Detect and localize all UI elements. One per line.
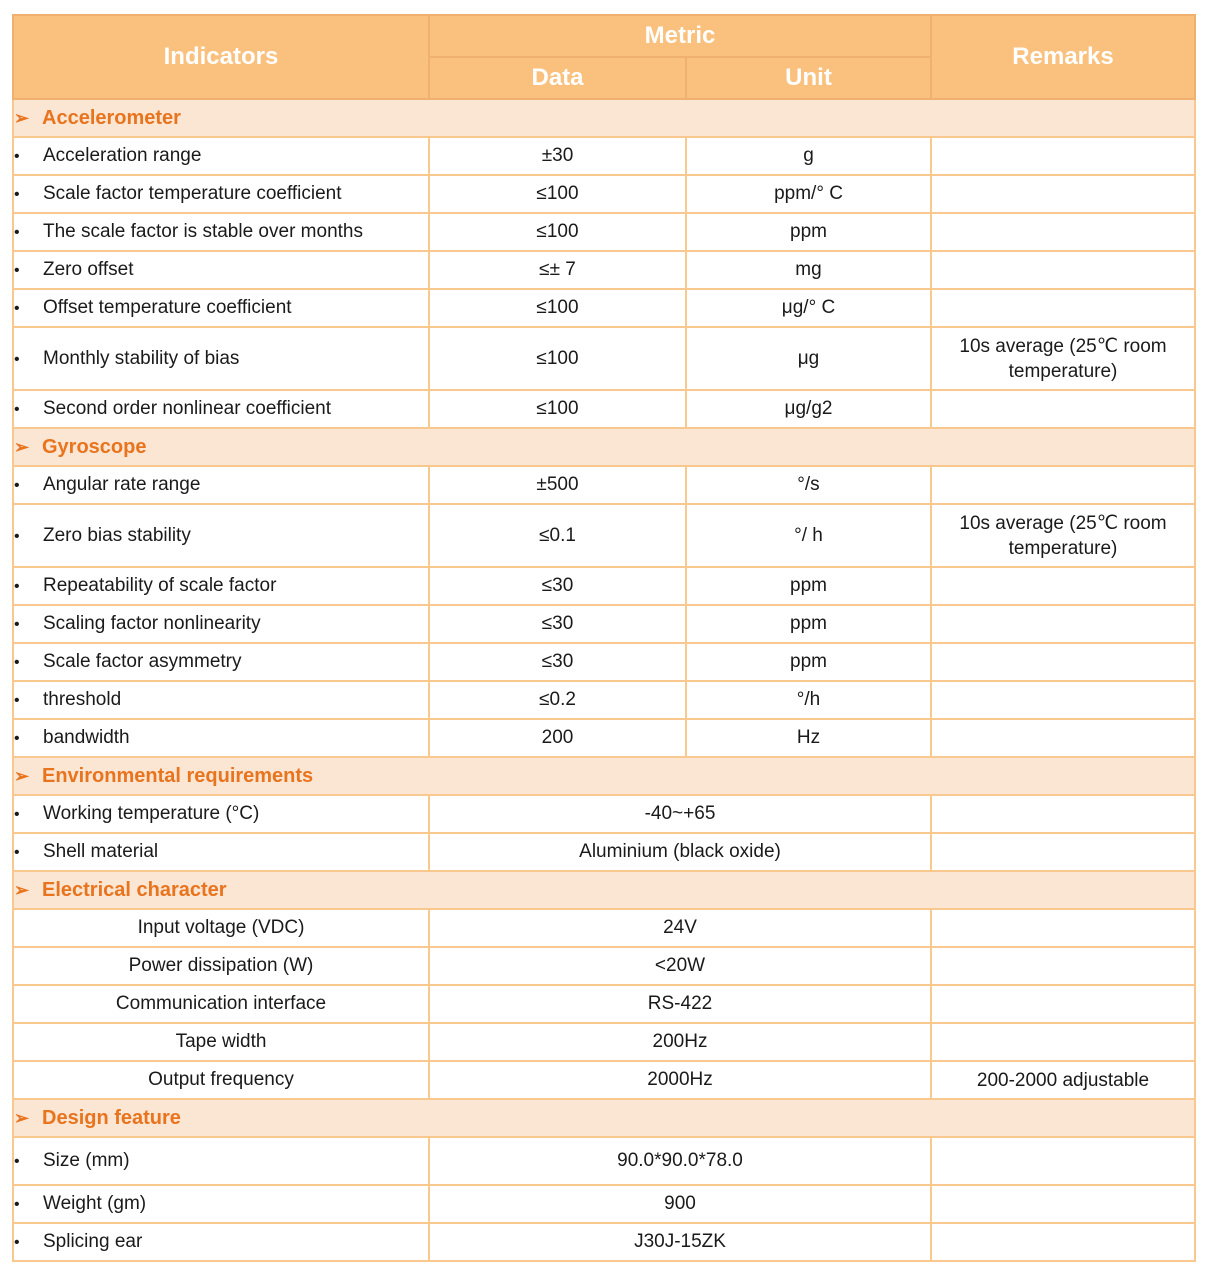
data-cell: ≤0.2: [429, 681, 686, 719]
unit-cell: mg: [686, 251, 931, 289]
table-row: [13, 1137, 1195, 1185]
table-row: [13, 681, 1195, 719]
indicator-label: The scale factor is stable over months: [43, 221, 363, 242]
indicator-label: Splicing ear: [43, 1231, 143, 1252]
indicator-label: Input voltage (VDC): [13, 909, 429, 947]
data-cell: ≤30: [429, 643, 686, 681]
value-cell: 200Hz: [429, 1023, 931, 1061]
remarks-cell: [931, 909, 1195, 947]
table-row: [13, 833, 1195, 871]
bullet-icon: •: [14, 730, 20, 747]
data-cell: ≤30: [429, 567, 686, 605]
data-cell: ≤100: [429, 289, 686, 327]
indicator-label: Working temperature (°C): [43, 803, 260, 824]
value-cell: 900: [429, 1185, 931, 1223]
remarks-cell: [931, 681, 1195, 719]
remarks-cell: 10s average (25℃ room temperature): [931, 504, 1195, 567]
table-row: [13, 175, 1195, 213]
unit-cell: μg: [686, 327, 931, 390]
bullet-icon: •: [14, 401, 20, 418]
table-row: [13, 985, 1195, 1023]
spec-table: [12, 14, 1196, 1262]
remarks-cell: [931, 1137, 1195, 1185]
unit-cell: g: [686, 137, 931, 175]
header-row: [13, 15, 1195, 57]
remarks-cell: 10s average (25℃ room temperature): [931, 327, 1195, 390]
table-row: [13, 1185, 1195, 1223]
section-title: Environmental requirements: [42, 764, 314, 787]
indicator-label: bandwidth: [43, 727, 130, 748]
bullet-icon: •: [14, 1234, 20, 1251]
bullet-icon: •: [14, 844, 20, 861]
table-row: [13, 327, 1195, 390]
table-row: [13, 605, 1195, 643]
section-title: Design feature: [42, 1106, 181, 1129]
remarks-cell: [931, 719, 1195, 757]
bullet-icon: •: [14, 224, 20, 241]
table-row: [13, 719, 1195, 757]
section-gyroscope: [13, 428, 1195, 466]
indicator-label: Shell material: [43, 841, 159, 862]
unit-cell: °/ h: [686, 504, 931, 567]
remarks-cell: [931, 643, 1195, 681]
bullet-icon: •: [14, 477, 20, 494]
remarks-cell: [931, 466, 1195, 504]
indicator-label: Communication interface: [13, 985, 429, 1023]
section-title: Gyroscope: [42, 435, 147, 458]
remarks-cell: [931, 1223, 1195, 1261]
remarks-cell: [931, 390, 1195, 428]
unit-header: Unit: [686, 57, 931, 99]
value-cell: J30J-15ZK: [429, 1223, 931, 1261]
indicator-label: Acceleration range: [43, 145, 202, 166]
indicator-label: Monthly stability of bias: [43, 347, 240, 369]
unit-cell: °/h: [686, 681, 931, 719]
bullet-icon: •: [14, 186, 20, 203]
table-row: [13, 567, 1195, 605]
section-environmental: [13, 757, 1195, 795]
indicator-label: Scaling factor nonlinearity: [43, 613, 261, 634]
data-cell: 200: [429, 719, 686, 757]
unit-cell: ppm: [686, 213, 931, 251]
remarks-cell: [931, 213, 1195, 251]
data-cell: ±500: [429, 466, 686, 504]
remarks-cell: [931, 1185, 1195, 1223]
data-cell: ≤0.1: [429, 504, 686, 567]
unit-cell: Hz: [686, 719, 931, 757]
indicator-label: Weight (gm): [43, 1193, 147, 1214]
table-row: [13, 909, 1195, 947]
bullet-icon: •: [14, 262, 20, 279]
table-row: [13, 643, 1195, 681]
arrow-icon: ➢: [14, 765, 30, 786]
bullet-icon: •: [14, 806, 20, 823]
indicator-label: Tape width: [13, 1023, 429, 1061]
bullet-icon: •: [14, 148, 20, 165]
data-cell: ±30: [429, 137, 686, 175]
arrow-icon: ➢: [14, 436, 30, 457]
indicators-header: Indicators: [13, 15, 429, 99]
table-row: [13, 1061, 1195, 1099]
remarks-cell: [931, 289, 1195, 327]
section-title: Electrical character: [42, 878, 227, 901]
bullet-icon: •: [14, 692, 20, 709]
remarks-cell: [931, 833, 1195, 871]
table-row: [13, 390, 1195, 428]
bullet-icon: •: [14, 1196, 20, 1213]
remarks-cell: [931, 605, 1195, 643]
unit-cell: ppm: [686, 643, 931, 681]
indicator-label: Output frequency: [13, 1061, 429, 1099]
section-accelerometer: [13, 99, 1195, 137]
table-row: [13, 466, 1195, 504]
remarks-header: Remarks: [931, 15, 1195, 99]
data-cell: ≤± 7: [429, 251, 686, 289]
indicator-label: Power dissipation (W): [13, 947, 429, 985]
indicator-label: Scale factor temperature coefficient: [43, 183, 342, 204]
remarks-cell: [931, 137, 1195, 175]
table-row: [13, 504, 1195, 567]
table-row: [13, 251, 1195, 289]
table-row: [13, 1223, 1195, 1261]
table-row: [13, 137, 1195, 175]
value-cell: <20W: [429, 947, 931, 985]
bullet-icon: •: [14, 616, 20, 633]
unit-cell: μg/g2: [686, 390, 931, 428]
table-row: [13, 213, 1195, 251]
data-cell: ≤30: [429, 605, 686, 643]
remarks-cell: [931, 1023, 1195, 1061]
remarks-cell: [931, 795, 1195, 833]
unit-cell: °/s: [686, 466, 931, 504]
indicator-label: threshold: [43, 689, 122, 710]
value-cell: 90.0*90.0*78.0: [429, 1137, 931, 1185]
data-cell: ≤100: [429, 175, 686, 213]
arrow-icon: ➢: [14, 107, 30, 128]
remarks-cell: [931, 985, 1195, 1023]
table-row: [13, 289, 1195, 327]
value-cell: Aluminium (black oxide): [429, 833, 931, 871]
table-row: [13, 795, 1195, 833]
table-row: [13, 1023, 1195, 1061]
value-cell: 2000Hz: [429, 1061, 931, 1099]
unit-cell: ppm: [686, 605, 931, 643]
data-cell: ≤100: [429, 390, 686, 428]
arrow-icon: ➢: [14, 1107, 30, 1128]
bullet-icon: •: [14, 527, 20, 545]
section-title: Accelerometer: [42, 106, 181, 129]
value-cell: 24V: [429, 909, 931, 947]
indicator-label: Offset temperature coefficient: [43, 297, 292, 318]
remarks-cell: [931, 251, 1195, 289]
unit-cell: μg/° C: [686, 289, 931, 327]
unit-cell: ppm/° C: [686, 175, 931, 213]
metric-header: Metric: [429, 15, 931, 57]
data-cell: ≤100: [429, 327, 686, 390]
indicator-label: Angular rate range: [43, 474, 201, 495]
remarks-cell: 200-2000 adjustable: [931, 1061, 1195, 1099]
bullet-icon: •: [14, 300, 20, 317]
data-header: Data: [429, 57, 686, 99]
indicator-label: Zero offset: [43, 259, 134, 280]
table-row: [13, 947, 1195, 985]
bullet-icon: •: [14, 654, 20, 671]
remarks-cell: [931, 175, 1195, 213]
bullet-icon: •: [14, 350, 20, 368]
section-electrical: [13, 871, 1195, 909]
indicator-label: Scale factor asymmetry: [43, 651, 242, 672]
unit-cell: ppm: [686, 567, 931, 605]
data-cell: ≤100: [429, 213, 686, 251]
arrow-icon: ➢: [14, 879, 30, 900]
bullet-icon: •: [14, 578, 20, 595]
bullet-icon: •: [14, 1153, 20, 1170]
indicator-label: Size (mm): [43, 1150, 130, 1171]
indicator-label: Zero bias stability: [43, 524, 191, 546]
indicator-label: Second order nonlinear coefficient: [43, 398, 332, 419]
value-cell: RS-422: [429, 985, 931, 1023]
remarks-cell: [931, 947, 1195, 985]
section-design: [13, 1099, 1195, 1137]
indicator-label: Repeatability of scale factor: [43, 575, 277, 596]
value-cell: -40~+65: [429, 795, 931, 833]
remarks-cell: [931, 567, 1195, 605]
